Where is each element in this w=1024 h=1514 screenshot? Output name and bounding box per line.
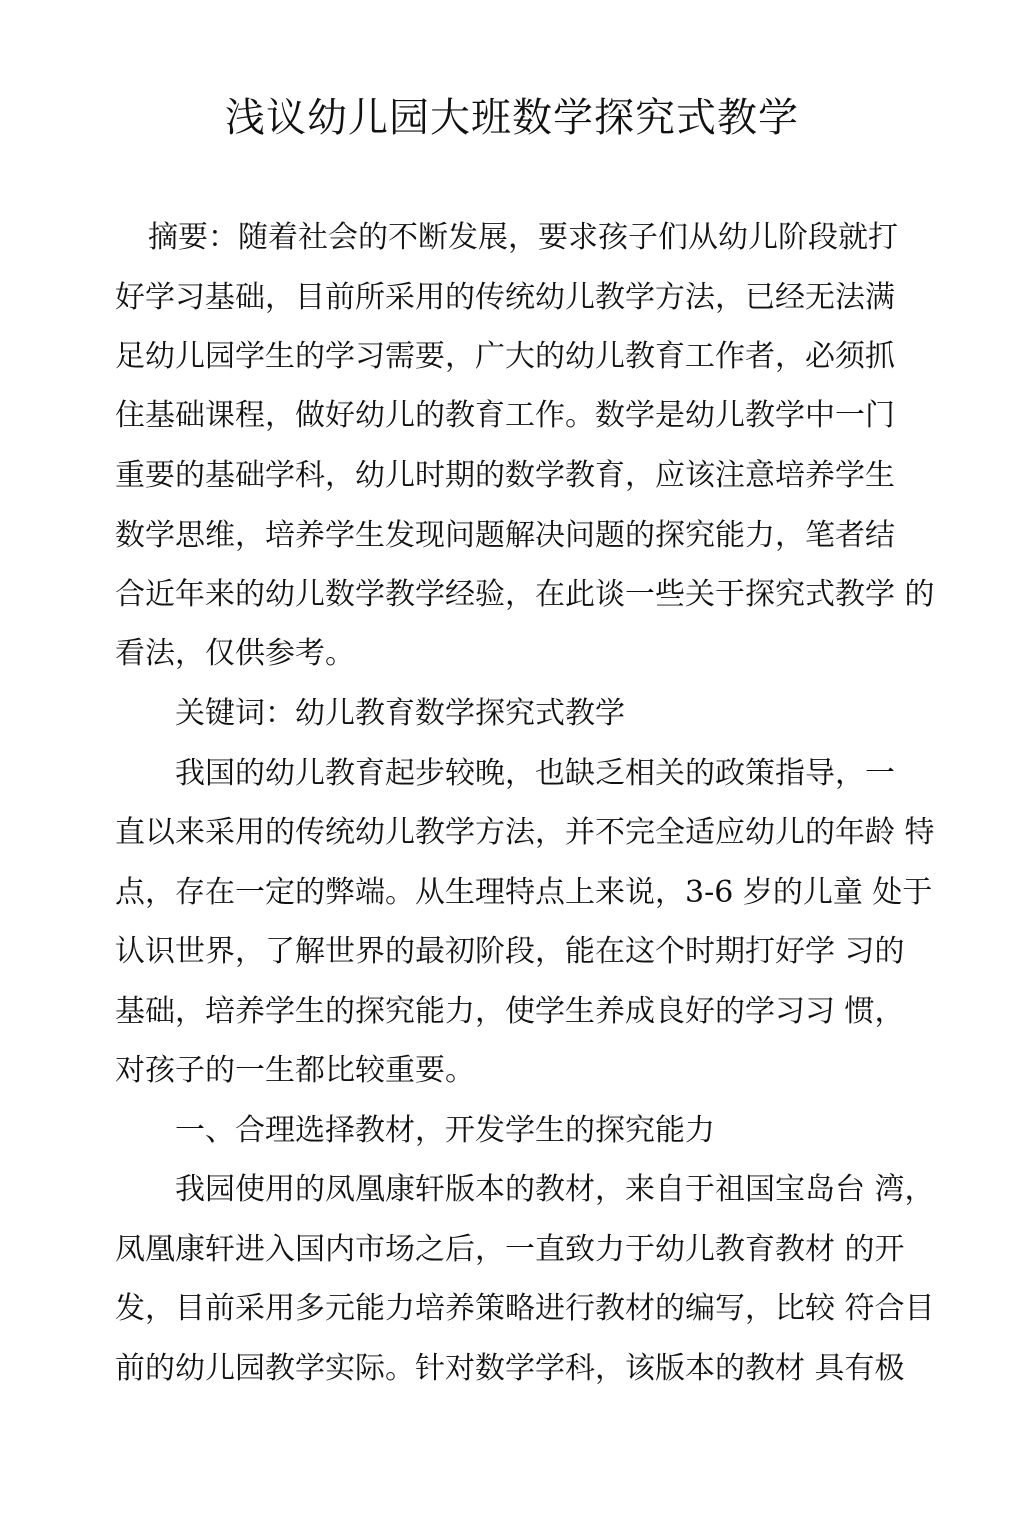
abstract-line-8: 看法，仅供参考。	[115, 636, 355, 671]
section-line-2: 凤凰康轩进入国内市场之后，一直致力于幼儿教育教材 的开	[115, 1232, 905, 1267]
abstract-line-7: 合近年来的幼儿数学教学经验，在此谈一些关于探究式教学 的	[115, 577, 935, 612]
abstract-line-4: 住基础课程，做好幼儿的教育工作。数学是幼儿教学中一门	[115, 398, 895, 433]
abstract-line-2: 好学习基础，目前所采用的传统幼儿教学方法，已经无法满	[115, 280, 895, 315]
section-line-4: 前的幼儿园教学实际。针对数学学科，该版本的教材 具有极	[115, 1351, 905, 1386]
abstract-line-6: 数学思维，培养学生发现问题解决问题的探究能力，笔者结	[115, 518, 895, 553]
body-line-1: 我国的幼儿教育起步较晚，也缺乏相关的政策指导，一	[175, 756, 895, 791]
section-line-1: 我园使用的凤凰康轩版本的教材，来自于祖国宝岛台 湾，	[175, 1172, 935, 1207]
keywords-line: 关键词：幼儿教育数学探究式教学	[175, 696, 625, 731]
abstract-line-3: 足幼儿园学生的学习需要，广大的幼儿教育工作者，必须抓	[115, 339, 895, 374]
body-line-2: 直以来采用的传统幼儿教学方法，并不完全适应幼儿的年龄 特	[115, 815, 935, 850]
body-line-5: 基础，培养学生的探究能力，使学生养成良好的学习习 惯，	[115, 994, 905, 1029]
abstract-line-5: 重要的基础学科，幼儿时期的数学教育，应该注意培养学生	[115, 458, 895, 493]
body-line-4: 认识世界，了解世界的最初阶段，能在这个时期打好学 习的	[115, 934, 905, 969]
abstract-line-1: 摘要：随着社会的不断发展，要求孩子们从幼儿阶段就打	[148, 220, 898, 255]
section-line-3: 发，目前采用多元能力培养策略进行教材的编写，比较 符合目	[115, 1291, 935, 1326]
section-heading-1: 一、合理选择教材，开发学生的探究能力	[175, 1113, 715, 1148]
body-line-6: 对孩子的一生都比较重要。	[115, 1053, 475, 1088]
body-line-3: 点，存在一定的弊端。从生理特点上来说，3-6 岁的儿童 处于	[115, 875, 933, 910]
document-title: 浅议幼儿园大班数学探究式教学	[225, 95, 799, 141]
